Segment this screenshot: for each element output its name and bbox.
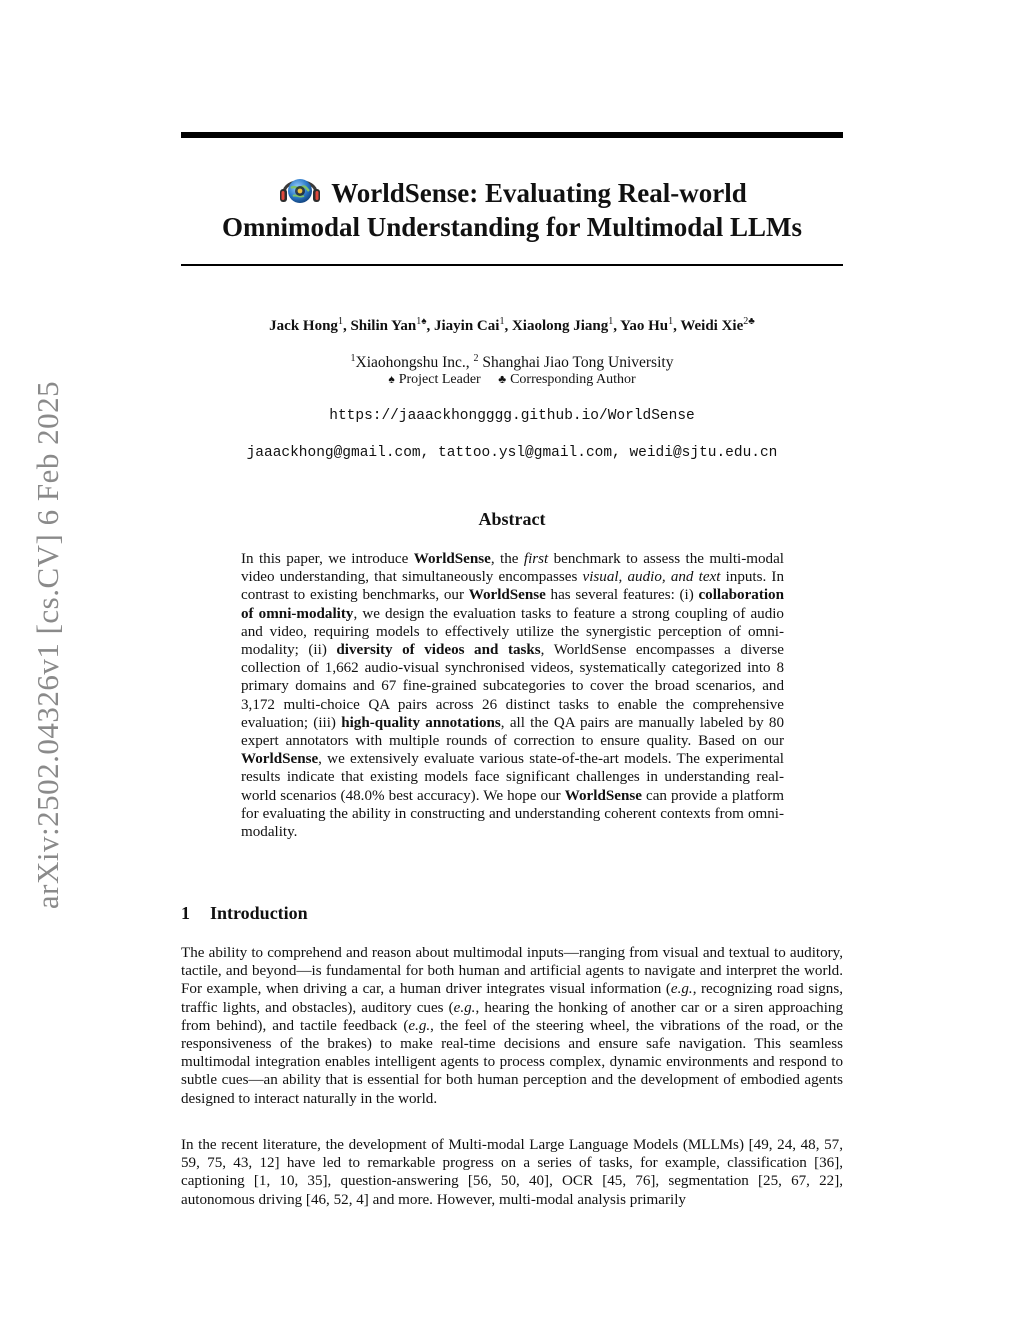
- club-icon: ♣: [498, 372, 507, 386]
- abstract-text: In this paper, we introduce WorldSense, the first benchmark to assess the multi-modal video understanding, that simultaneously encompasses visual, audio, and text inputs. In contrast to existing benchmarks, our WorldSense has several features: (i) collaboration of omni-modality, we design the evaluation tasks to feature a strong coupling of audio and video, requiring models to effectively utilize the synergistic perception of omni-modality; (ii) diversity of videos and tasks, WorldSense encompasses a diverse collection of 1,662 audio-visual synchronised videos, systematically categorized into 8 primary domains and 67 fine-grained subcategories to cover the broad scenarios, and 3,172 multi-choice QA pairs across 26 distinct tasks to enable the comprehensive evaluation; (iii) high-quality annotations, all the QA pairs are manually labeled by 80 expert annotators with multiple rounds of correction to ensure quality. Based on our WorldSense, we extensively evaluate various state-of-the-art models. The experimental results indicate that existing models face significant challenges in understanding real-world scenarios (48.0% best accuracy). We hope our WorldSense can provide a platform for evaluating the ability in constructing and understanding coherent contexts from omni-modality.: [241, 551, 785, 841]
- author: Jack Hong$^1$: [269, 316, 343, 334]
- paper-title: [181, 172, 843, 244]
- intro-paragraph-1: The ability to comprehend and reason about multimodal inputs—ranging from visual and textual to auditory, tactile, and beyond—is fundamental for both human and artificial agents to navigate and interpret the world. For example, when driving a car, a human driver integrates visual information (e.g., recognizing road signs, traffic lights, and obstacles), auditory cues (e.g., hearing the honking of another car or a siren approaching from behind), and tactile feedback (e.g., the feel of the steering wheel, the vibrations of the road, or the responsiveness of the brakes) to make real-time decisions and ensure safe navigation. This seamless multimodal integration enables intelligent agents to process complex, dynamic environments and respond to subtle cues—an ability that is essential for both human perception and the development of embodied agents designed to interact naturally in the world.: [181, 945, 844, 1107]
- author: Weidi Xie$^{2♣}$: [680, 316, 755, 334]
- title-rule-top: [181, 132, 843, 138]
- author-list: Jack Hong$^1$, Shilin Yan$^{1♠}$, Jiayin Cai$^1$, Xiaolong Jiang$^1$, Yao Hu$^1$, Weidi Xie$^{2♣}$: [269, 316, 755, 334]
- title-rule-bottom: [181, 264, 843, 266]
- title-line-2: Omnimodal Understanding for Multimodal LLMs: [221, 212, 803, 242]
- abstract-heading: Abstract: [478, 509, 546, 529]
- title-line-1: WorldSense: Evaluating Real-world: [331, 178, 747, 208]
- role-project-leader: Project Leader: [398, 372, 481, 387]
- spade-icon: ♠: [388, 372, 395, 386]
- author: Shilin Yan$^{1♠}$: [350, 316, 427, 334]
- headphones-globe-icon: [277, 172, 323, 208]
- affiliations: $^1$Xiaohongshu Inc., $^2$ Shanghai Jiao Tong University: [350, 353, 674, 372]
- arxiv-identifier: arXiv:2502.04326v1 [cs.CV] 6 Feb 2025: [30, 380, 65, 910]
- author: Jiayin Cai$^1$: [434, 316, 505, 334]
- section-heading-introduction: 1 Introduction: [181, 903, 308, 923]
- author-roles: [181, 370, 843, 389]
- project-url[interactable]: https://jaaackhongggg.github.io/WorldSense: [329, 408, 695, 424]
- role-corresponding-author: Corresponding Author: [510, 372, 636, 387]
- author-emails: jaaackhong@gmail.com, tattoo.ysl@gmail.com, weidi@sjtu.edu.cn: [246, 445, 778, 461]
- author: Yao Hu$^1$: [620, 316, 674, 334]
- author: Xiaolong Jiang$^1$: [511, 316, 614, 334]
- intro-paragraph-2: In the recent literature, the development of Multi-modal Large Language Models (MLLMs) [49, 24, 48, 57, 59, 75, 43, 12] have led to remarkable progress on a series of tasks, for example, classification [36], captioning [1, 10, 35], question-answering [56, 50, 40], OCR [45, 76], segmentation [25, 67, 22], autonomous driving [46, 52, 4] and more. However, multi-modal analysis primarily: [181, 1137, 843, 1208]
